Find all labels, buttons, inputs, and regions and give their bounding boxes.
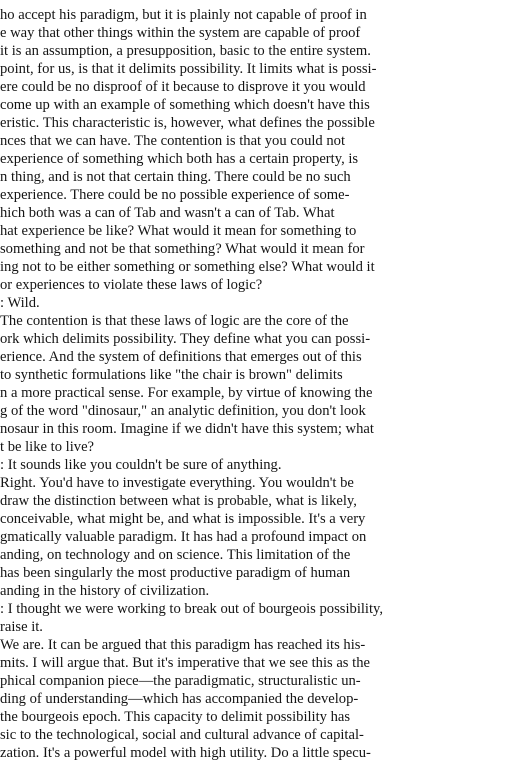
text-line: nces that we can have. The contention is that you could not [0, 133, 346, 149]
text-line: n a more practical sense. For example, by virtue of knowing the [0, 385, 373, 401]
text-line: mits. I will argue that. But it's imperative that we see this as the [0, 655, 370, 671]
speaker-line: : Wild. [0, 295, 40, 311]
text-line: raise it. [0, 619, 43, 635]
text-line: nosaur in this room. Imagine if we didn't have this system; what [0, 421, 374, 437]
text-line: come up with an example of something which doesn't have this [0, 97, 370, 113]
text-line: ding of understanding—which has accompanied the develop- [0, 691, 359, 707]
text-line: ho accept his paradigm, but it is plainly not capable of proof in [0, 7, 367, 23]
text-line: conceivable, what might be, and what is impossible. It's a very [0, 511, 366, 527]
text-line: anding, on technology and on science. This limitation of the [0, 547, 351, 563]
text-line: experience of something which both has a certain property, is [0, 151, 359, 167]
text-line: the bourgeois epoch. This capacity to delimit possibility has [0, 709, 351, 725]
text-line: something and not be that something? What would it mean for [0, 241, 365, 257]
text-line: We are. It can be argued that this paradigm has reached its his- [0, 637, 366, 653]
speaker-line: : It sounds like you couldn't be sure of anything. [0, 457, 282, 473]
text-line: it is an assumption, a presupposition, basic to the entire system. [0, 43, 371, 59]
text-line: t be like to live? [0, 439, 95, 455]
text-line: hat experience be like? What would it mean for something to [0, 223, 357, 239]
speaker-line: : I thought we were working to break out of bourgeois possibility, [0, 601, 384, 617]
text-line: gmatically valuable paradigm. It has had a profound impact on [0, 529, 367, 545]
text-line: draw the distinction between what is probable, what is likely, [0, 493, 357, 509]
text-line: erience. And the system of definitions that emerges out of this [0, 349, 362, 365]
text-line: hich both was a can of Tab and wasn't a can of Tab. What [0, 205, 335, 221]
text-line: point, for us, is that it delimits possibility. It limits what is possi- [0, 61, 377, 77]
text-line: g of the word "dinosaur," an analytic definition, you don't look [0, 403, 366, 419]
text-line: The contention is that these laws of logic are the core of the [0, 313, 349, 329]
text-line: Right. You'd have to investigate everything. You wouldn't be [0, 475, 354, 491]
text-line: zation. It's a powerful model with high utility. Do a little specu- [0, 745, 371, 760]
text-line: sic to the technological, social and cultural advance of capital- [0, 727, 364, 743]
text-line: n thing, and is not that certain thing. There could be no such [0, 169, 351, 185]
text-line: e way that other things within the system are capable of proof [0, 25, 361, 41]
text-line: ere could be no disproof of it because to disprove it you would [0, 79, 366, 95]
text-line: eristic. This characteristic is, however, what defines the possible [0, 115, 375, 131]
text-line: phical companion piece—the paradigmatic, structuralistic un- [0, 673, 361, 689]
text-line: ork which delimits possibility. They define what you can possi- [0, 331, 371, 347]
text-line: experience. There could be no possible experience of some- [0, 187, 350, 203]
text-line: has been singularly the most productive paradigm of human [0, 565, 351, 581]
text-line: to synthetic formulations like "the chair is brown" delimits [0, 367, 343, 383]
text-line: anding in the history of civilization. [0, 583, 210, 599]
text-line: ing not to be either something or something else? What would it [0, 259, 375, 275]
text-line: or experiences to violate these laws of logic? [0, 277, 263, 293]
